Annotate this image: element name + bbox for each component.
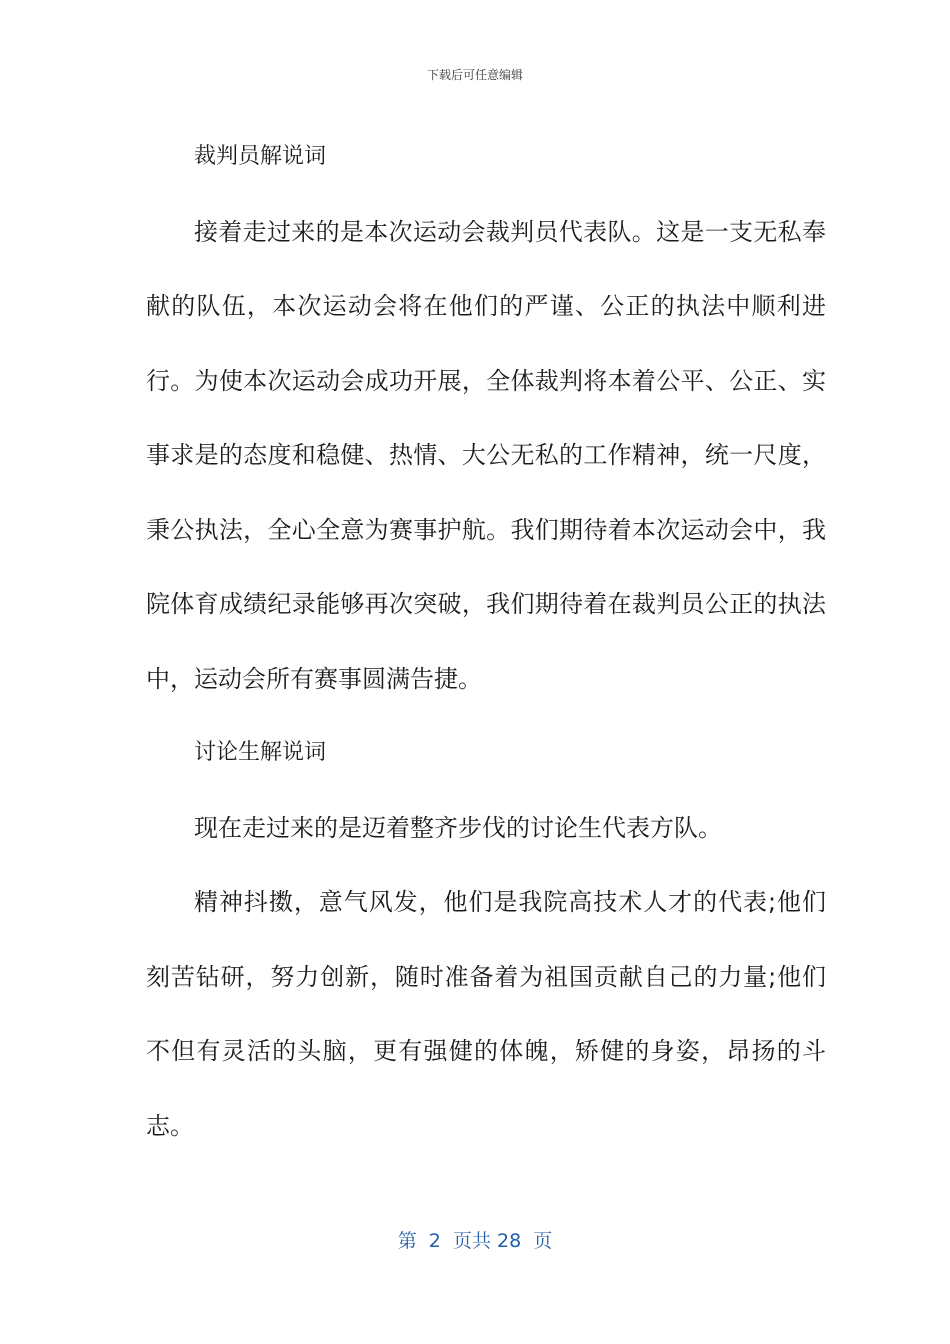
page-number-footer: 第 2 页共 28 页 xyxy=(397,1230,553,1252)
document-body xyxy=(146,120,826,1163)
page-header: 下载后可任意编辑 xyxy=(426,68,523,82)
paragraph-graduate-spirit: 精神抖擞，意气风发，他们是我院高技术人才的代表;他们刻苦钻研，努力创新，随时准备着为祖国贡献自己的力量;他们不但有灵活的头脑，更有强健的体魄，矫健的身姿，昂扬的斗志。 xyxy=(146,888,826,1140)
section-heading-graduate: 讨论生解说词 xyxy=(194,740,327,765)
paragraph-referee-intro: 接着走过来的是本次运动会裁判员代表队。这是一支无私奉献的队伍，本次运动会将在他们的严谨、公正的执法中顺利进行。为使本次运动会成功开展，全体裁判将本着公平、公正、实事求是的态度和稳健、热情、大公无私的工作精神，统一尺度，秉公执法，全心全意为赛事护航。我们期待着本次运动会中，我院体育成绩纪录能够再次突破，我们期待着在裁判员公正的执法中，运动会所有赛事圆满告捷。 xyxy=(146,217,826,693)
paragraph-graduate-intro: 现在走过来的是迈着整齐步伐的讨论生代表方队。 xyxy=(194,813,722,842)
section-heading-referee: 裁判员解说词 xyxy=(194,144,327,169)
